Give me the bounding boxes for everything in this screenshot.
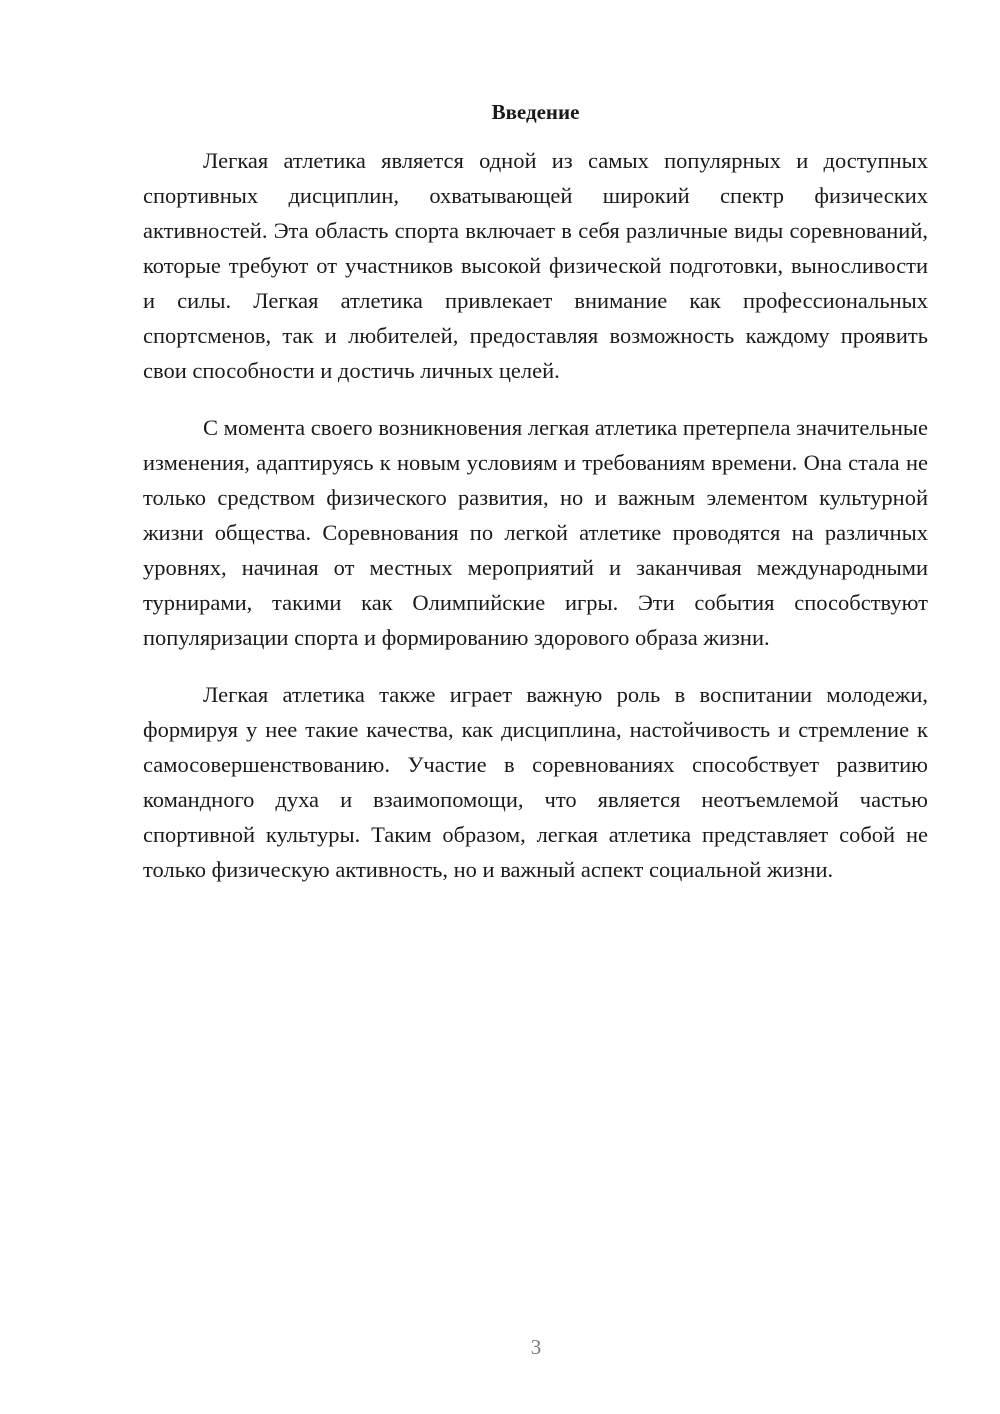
page-title: Введение [491, 100, 580, 124]
body-text [143, 143, 928, 909]
page-number: 3 [530, 1335, 542, 1359]
paragraph-1: Легкая атлетика является одной из самых популярных и доступных спортивных дисциплин, охватывающей широкий спектр физических активностей. Эта область спорта включает в себя различные виды соревнований, которые требуют от участников высокой физической подготовки, выносливости и силы. Легкая атлетика привлекает внимание как профессиональных спортсменов, так и любителей, предоставляя возможность каждому проявить свои способности и достичь личных целей. [143, 148, 928, 383]
paragraph-2: С момента своего возникновения легкая атлетика претерпела значительные изменения, адаптируясь к новым условиям и требованиям времени. Она стала не только средством физического развития, но и важным элементом культурной жизни общества. Соревнования по легкой атлетике проводятся на различных уровнях, начиная от местных мероприятий и заканчивая международными турнирами, такими как Олимпийские игры. Эти события способствуют популяризации спорта и формированию здорового образа жизни. [143, 415, 928, 650]
paragraph-3: Легкая атлетика также играет важную роль в воспитании молодежи, формируя у нее такие качества, как дисциплина, настойчивость и стремление к самосовершенствованию. Участие в соревнованиях способствует развитию командного духа и взаимопомощи, что является неотъемлемой частью спортивной культуры. Таким образом, легкая атлетика представляет собой не только физическую активность, но и важный аспект социальной жизни. [143, 682, 928, 882]
